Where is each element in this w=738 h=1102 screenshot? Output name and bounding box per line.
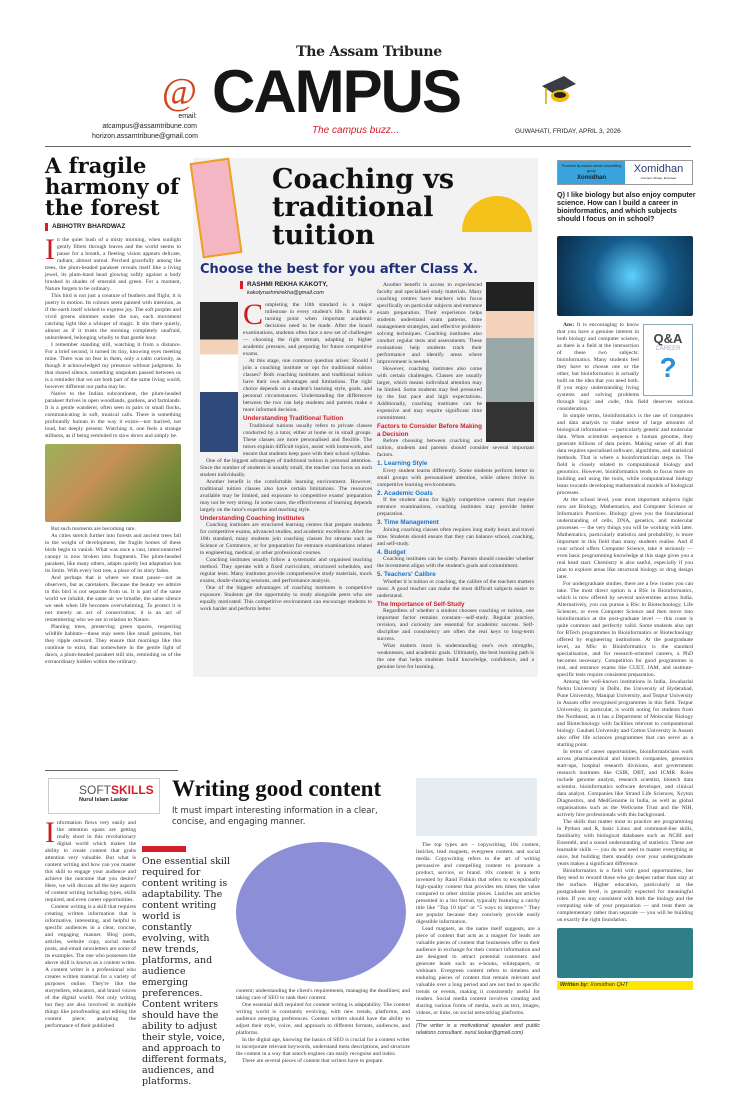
boy-illustration <box>486 282 534 442</box>
writing-illustration <box>416 778 537 836</box>
sponsor-banner: Powered by assam career counselling group Xomidhan Xomidhan Connect. Shape. Empower <box>557 160 693 185</box>
headline: Writing good content <box>172 776 382 801</box>
girl-illustration <box>200 302 238 452</box>
contact-emails <box>92 112 197 142</box>
career-answer: Q&A CAREER ? Ans: It is encouraging to know that you have a genuine interest in both biology and computer science, as there is a field at the intersection of these two subjects: bioinformatics. Many students feel they have to choose one or the other, but bioinformatics is actually built on the idea that you need both. If you enjoy understanding living systems and solving problems through logic and code, this field deserves serious consideration. In simple terms, bioinformatics is the use of computers and data analysis to make sense of large amounts of biological information — particularly genetic and molecular data. When scientists sequence a human genome, they generate billions of data points. Making sense of all that data requires specialised software, algorithms, and statistical methods. That is where a bioinformatician steps in. The field is closely related to computational biology and genomics. However, bioinformatics tends to focus more on building and using the tools, while computational biology leans towards developing mathematical models of biological processes. At the school level, your most important subjects right now are Biology, Mathematics, and Computer Science or Informatics Practices. Biology gives you the foundational understanding of cells, DNA, genetics, and molecular processes — the very things you will be working with later. Mathematics, particularly statistics and probability, is more important in this field than many students realise. And if your school offers Computer Science, take it seriously — even basic programming knowledge at this stage gives you a real head start. Chemistry is also useful, especially if you plan to explore areas like structural biology or drug design later. For undergraduate studies, there are a few routes you can take. The most direct option is a BSc in Bioinformatics, which is now offered by several universities across India. Alternatively, you can pursue a BSc in Biotechnology, Life Sciences, or even Computer Science and then move into bioinformatics at the post-graduate level — this route is quite common and perfectly valid. Some students also opt for BTech programmes in Bioinformatics or Biotechnology offered by engineering institutions. At the postgraduate level, an MSc in Bioinformatics is the standard specialisation, and for research-oriented careers, a PhD becomes necessary. Competition for good programmes is real, and entrance exams like CUET, JAM, and institute-specific tests require consistent preparation. Among the well-known institutions in India, Jawaharlal Nehru University in Delhi, the University of Hyderabad, Pune University, Manipal University, and Tezpur University in Assam offer recognised programmes in this field. Tezpur University, in particular, is worth noting for students from the Northeast, as it has a Department of Molecular Biology and Biotechnology with facilities relevant to computational biology. Gauhati University and Cotton University in Assam also offer life sciences programmes that can serve as a starting point. In terms of career opportunities, bioinformaticians work across pharmaceutical and biotech companies, genomics start-ups, hospital research divisions, and government research institutes like CSIR, DBT, and ICMR. Roles include genome analyst, research scientist, biotech data scientist, bioinformatics software developer, and clinical data analyst. Companies like Strand Life Sciences, Xcyton Diagnostics, and MedGenome in India, as well as global organisations such as the Wellcome Trust and the NIH, actively hire professionals with this background. The skills that matter most in practice are programming in Python and R, basic Linux and command-line skills, familiarity with biological databases such as NCBI and Ensembl, and a sound understanding of statistics. These are learnable skills — you do not need to master everything at once, but building them steadily over your undergraduate years makes a significant difference. Bioinformatics is a field with good opportunities, but they tend to reward those who go deeper rather than stay at the surface. Higher education, particularly at the postgraduate level, is generally expected for meaningful roles. If you stay consistent with both the biology and the computing side of your preparation — and treat them as complementary rather than separate — you will be building on exactly the right foundation. Written by: Xomidhan QHT <box>557 322 693 988</box>
softskills-col-right: The top types are – copywriting, 10x content, listicles, lead magnets, evergreen content, and social media. Copywriting refers to the art of writing persuasive and compelling content to promote a product, service, or brand. 10x content is a term invented by Rand Fishkin that refers to exceptionally high-quality content that provides ten times the value compared to other similar pieces. Listicles are articles presented in a list format, typically featuring a catchy title like "Top 10 tips" or "5 ways to improve." They are popular because they concisely provide easily digestible information. Lead magnets, as the name itself suggests, are a piece of content that acts as a magnet for leads are valuable pieces of content that businesses offer to their audience in exchange for their contact information and are designed to attract potential customers and generate leads such as e-books, whitepapers, or webinars. Evergreen content refers to timeless and enduring pieces of content that remain relevant and valuable over a long period and are not tied to specific trends or events, making it consistently useful for readers. Social media content involves creating and sharing various forms of media, such as text, images, videos, or links, on social networking platforms. (The writer is a motivational speaker and public relations consultant. nurul.laskar@gmail.com) <box>416 842 540 1036</box>
question-mark-icon: ? <box>659 352 677 383</box>
qa-career-badge: Q&A CAREER ? <box>643 324 693 396</box>
email-2[interactable]: horizon.assamtribune@gmail.com <box>92 133 198 140</box>
laboratory-image <box>557 928 693 978</box>
drop-cap: I <box>45 816 55 849</box>
author-email[interactable]: kakotyrashmirekha@gmail.com <box>247 290 324 296</box>
article-body: I n the quiet hush of a misty morning, when sunlight gently filters through leaves and the world seems to pause for a breath, a fleeting vision appears delicate, radiant, almost unreal. Perched gracefully among the trees, the plum-headed parakeet reveals itself like a living jewel, its plum-hued head glowing softly against a body brushed in shades of emerald and green. For a moment, Nature forgets to be ordinary. This bird is not just a creature of feathers and flight, it is poetry in motion. Its colours seem painted with intention, as if the earth itself wished to express joy. The soft purples and vivid greens shimmer under the sun, each movement catching light like a whisper of magic. It sits there quietly, almost as if it trusts the morning completely unafraid, unburdened, belonging wholly to that gentle hour. I remember standing still, watching it from a distance. For a brief second, it turned its tiny, knowing eyes meeting mine. There was no fear in them, only a calm curiosity, as though it acknowledged my presence without judgment. In that shared silence, something unspoken passed between us is a reminder that we are both part of the same living world, however different our paths may be. Native to the Indian subcontinent, the plum-headed parakeet thrives in open woodlands, gardens, and farmlands. It is a gentle wanderer, often seen in pairs or small flocks, communicating in soft, musical calls. There is something profoundly human in the way it exists—not hurried, not loud, but deeply present. Watching it, one feels a strange stillness, as if being reminded to slow down and simply be. <box>45 233 181 439</box>
pullquote-bar <box>142 846 186 852</box>
drop-cap: I <box>45 233 55 266</box>
author: Nurul Islam Laskar <box>79 797 129 803</box>
career-question: Q) I like biology but also enjoy computer science. How can I build a career in bioinformatics, and which subjects should I focus on in school? <box>557 190 696 223</box>
email-1[interactable]: email: atcampus@assamtribune.com <box>102 113 197 130</box>
headline: A fragile harmony of the forest <box>45 153 179 220</box>
laptop-illustration <box>236 842 406 982</box>
credit: Written by: Xomidhan QHT <box>557 981 693 990</box>
subhead: Understanding Coaching Institutes <box>200 514 305 522</box>
forest-body-cont: But such moments are becoming rare. As cities stretch further into forests and ancient trees fall to the weight of development, the fragile homes of these birds begin to vanish. What was once a vast, interconnected canopy is now broken into fragments. The plum-headed parakeet, like many others, adapts quietly but adaptation has its limits. With every lost tree, a piece of its story fades. And perhaps that is where we must pause—not as observers, but as caretakers. Because the beauty we admire in this bird is not separate from us. It is part of the same world we inhabit, the same air we breathe, the same silence we seek when life becomes overwhelming. To protect it is not merely an act of conservation; it is an act of remembering who we are in relation to Nature. Planting trees, preserving green spaces, respecting wildlife habitats—these may seem like small gestures, but they ripple outward. They ensure that mornings like this continue to exist, that somewhere in the gentle light of dawn, a plum-headed parakeet still sits, reminding us of the extraordinary hidden within the ordinary. <box>45 526 181 665</box>
softskills-logo: SOFTSKILLS Nurul Islam Laskar <box>48 778 160 814</box>
softskills-col-1: I nformation flows very easily and the attention spans are getting really short in this revolutionary digital world which makes the ability to create content that grabs attention very valuable. But what is content writing and how can you master this skill to engage your audience and achieve the outcome that you desire? Here, we will discuss all the key aspects of content writing including types, skills required, and even career opportunities. Content writing is a skill that requires creating written information that is informative, interesting, and helpful to specific audiences in a clear, concise, and engaging manner. Blog posts, articles, website copy, social media posts, and email newsletters are some of its examples. The one who possesses the above skill is known as a content writer. A content writer is a professional who creates written material for a variety of purposes online. They're like the storytellers, educators, and brand voices of the digital world. Not only writing but they are also involved in multiple things like proofreading and editing the content piece; analysing the performance of their published <box>45 816 136 1029</box>
forest-article <box>45 155 181 666</box>
headline: Coaching vs traditional tuition <box>272 164 455 251</box>
subheadline: Choose the best for you after Class X. <box>200 262 478 277</box>
drop-cap: C <box>243 298 264 331</box>
subhead: Factors to Consider Before Making a Decision <box>377 423 482 438</box>
standfirst: It must impart interesting information in a clear, concise, and engaging manner. <box>172 806 378 827</box>
byline: RASHMI REKHA KAKOTY, <box>240 281 328 289</box>
divider <box>45 770 178 771</box>
coaching-col-2: Another benefit is access to experienced faculty and specialised study materials. Many coaching centres have teachers who focus specifically on particular subjects and entrance exam preparation. Their experience helps students understand exam patterns, time management strategies, and effective problem-solving techniques. Coaching institutes also conduct regular tests and assessments. These evaluations help students track their performance and identify areas where improvement is needed. However, coaching institutes also come with certain challenges. Classes are usually larger, which means individual attention may be limited. Some students may feel pressured by the fast pace and high expectations. Additionally, coaching institutes can be expensive and may require significant time commitment. Factors to Consider Before Making a Decision Before choosing between coaching and tuition, students and parents should consider several important factors. 1. Learning Style Every student learns differently. Some students perform better in small groups with personalised attention, while others thrive in competitive learning environments. 2. Academic Goals If the student aims for highly competitive careers that require entrance examinations, coaching institutes may provide better preparation. 3. Time Management Joining coaching classes often requires long study hours and travel time. Students should ensure that they can balance school, coaching, and self-study. 4. Budget Coaching institutes can be costly. Parents should consider whether the investment aligns with the student's goals and commitment. 5. Teachers' Calibre Whether it is tuition or coaching, the calibre of the teachers matters most. A good teacher can make the most difficult subjects easier to understand. The Importance of Self-Study Regardless of whether a student chooses coaching or tuition, one important factor remains constant—self-study. Regular practice, revision, and curiosity are essential for academic success. Self-discipline and consistency are often the real keys to long-term success. What matters most is understanding one's own strengths, weaknesses, and academic goals. Ultimately, the best learning path is the one that helps students build knowledge, confidence, and a genuine love for learning. <box>377 282 534 670</box>
softskills-col-mid: content; understanding the client's requirements, managing the deadlines; and taking care of SEO to rank their content. One essential skill required for content writing is adaptability. The content writing world is constantly evolving, with new trends, platforms, and audience emerging preferences. Content writers should have the ability to adjust their style, voice, and approach to different formats, audiences, and platforms. In the digital age, knowing the basics of SEO is crucial for a content writer to incorporate relevant keywords, understand meta descriptions, and structure the content in a way that search engines can easily recognise and index. There are several pieces of content that writers have to prepare. <box>236 988 410 1064</box>
at-symbol: @ <box>162 71 197 113</box>
section-title: CAMPUS <box>212 58 461 125</box>
publication-name: The Assam Tribune <box>296 44 442 60</box>
dateline: GUWAHATI, FRIDAY, APRIL 3, 2026 <box>515 128 621 135</box>
masthead-rule <box>45 146 691 147</box>
subhead: Understanding Traditional Tuition <box>243 415 344 422</box>
parakeet-photo <box>45 444 181 522</box>
tagline: The campus buzz... <box>312 125 400 136</box>
graduation-cap-icon <box>538 72 578 112</box>
footnote: (The writer is a motivational speaker and public relations consultant. nurul.laskar@gmail.com) <box>416 1023 540 1036</box>
xomidhan-logo: Xomidhan <box>633 163 684 175</box>
byline: ABIHOTRY BHARDWAZ <box>45 223 181 231</box>
pullquote: One essential skill required for content writing is adaptability. The content writing world is constantly evolving, with new trends, platforms, and audience emerging preferences. Content writers should have the ability to adjust their style, voice, and approach to different formats, audiences, and platforms. <box>142 856 230 1087</box>
dna-image <box>557 236 693 316</box>
coaching-col-1: C ompleting the 10th standard is a major milestone in every student's life. It marks a turning point when important academic decisions need to be made. After the board examinations, students often face a new set of challenges — choosing the right stream, adapting to higher academic pressure, and preparing for future competitive exams. At this stage, one common question arises: Should I join a coaching institute or opt for traditional tuition classes? Both coaching institutes and traditional tuition have their own advantages and limitations. The right choice depends on a student's learning style, goals, and personal circumstances. Understanding the differences between the two can help students and parents make a more informed decision. Understanding Traditional Tuition Traditional tuitions usually refers to private classes conducted by a tutor, either at home or in small groups. These classes are more personalised and flexible. The tutors explain difficult topics, assist with homework, and ensure that students keep pace with their school syllabus. One of the biggest advantages of traditional tuition is personal attention. Since the number of students is usually small, the teacher can focus on each student individually. Another benefit is the comfortable learning environment. However, traditional tuition classes also have certain limitations. The resources available may be limited, and exposure to competitive exams' preparation may not be very strong. In some cases, the effectiveness of learning depends largely on the tutor's expertise and teaching style. Understanding Coaching Institutes Coaching institutes are structured learning centres that prepare students for competitive exams, advanced studies, and academic excellence. After the 10th standard, many students join coaching classes for streams such as Science or Commerce, or for preparation for entrance examinations related to engineering, medical, or other professional courses. Coaching institutes usually follow a systematic and organised teaching method. They operate with a fixed curriculum, structured schedules, and regular tests. Many institutes provide comprehensive study materials, mock exams, doubt-clearing sessions, and performance analysis. One of the biggest advantages of coaching institutes is competitive exposure. Students get the opportunity to study alongside peers who are equally motivated. This competitive environment can encourage students to work harder and perform better. <box>200 298 372 612</box>
